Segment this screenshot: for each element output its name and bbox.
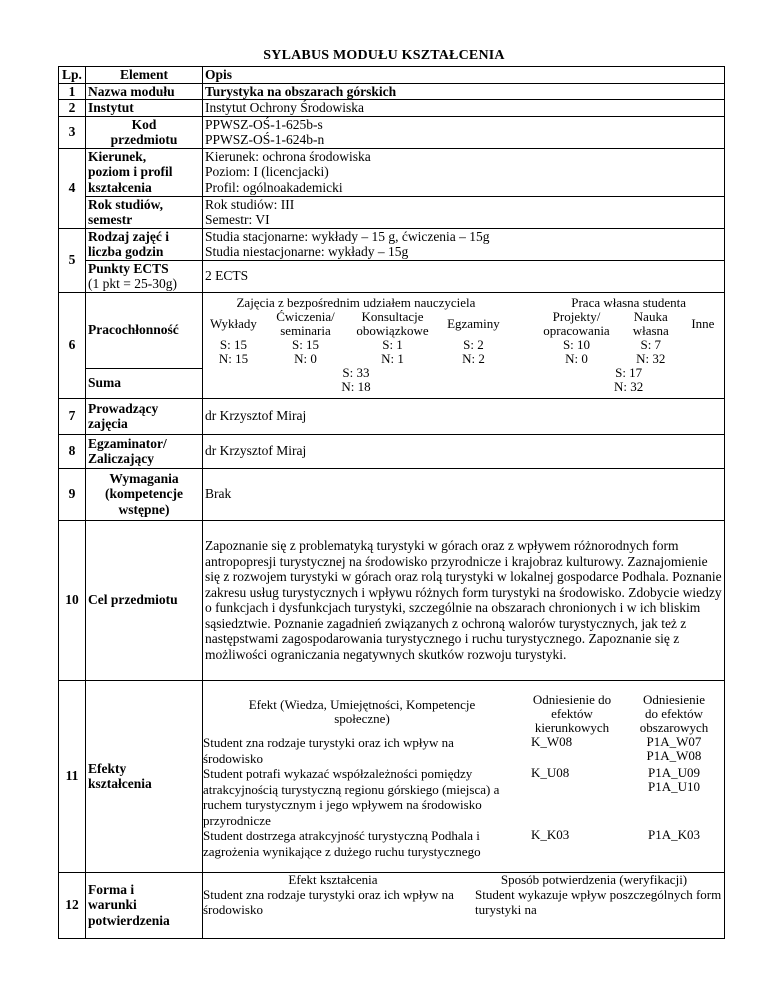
area-ref: P1A_K03: [647, 827, 700, 842]
header-line: Odniesienie do: [532, 692, 612, 707]
value-s: S: 1: [382, 337, 403, 352]
lecturer-value: dr Krzysztof Miraj: [203, 398, 725, 434]
header-line: kierunkowych: [534, 720, 610, 735]
outcome-header: [203, 693, 521, 735]
element-label: [86, 872, 203, 938]
area-ref-code: P1A_W07: [646, 734, 702, 749]
area-ref-code: P1A_W08: [646, 748, 702, 763]
header-line: efektów: [551, 706, 593, 721]
element-label-line: Rodzaj zajęć i: [88, 228, 169, 244]
workload-col-label: [620, 310, 682, 338]
class-types-hours: [203, 228, 725, 260]
row-number: 6: [59, 292, 86, 398]
verification-method-header: Sposób potwierdzenia (weryfikacji): [500, 871, 688, 887]
value-n: N: 1: [381, 351, 404, 366]
label-line: obowiązkowe: [356, 323, 429, 338]
element-label-line: Rok studiów,: [88, 196, 164, 212]
element-label-line: Kod: [131, 116, 157, 132]
element-label: [86, 680, 203, 872]
workload-cell: [203, 292, 725, 398]
element-label-line: Zaliczający: [88, 451, 154, 466]
direction-ref: K_K03: [531, 827, 570, 842]
row-number: 9: [59, 468, 86, 520]
label-line: Konsultacje: [361, 309, 424, 324]
value-n: N: 0: [294, 351, 317, 366]
element-label: [86, 260, 203, 292]
field-line: Kierunek: ochrona środowiska: [205, 148, 371, 164]
element-label-line: Wymagania: [109, 470, 179, 486]
table-row: [59, 680, 725, 872]
sum-s: S: 17: [615, 365, 643, 380]
element-label-line: Efekty: [88, 760, 127, 776]
element-label-line: poziom i profil: [88, 164, 173, 180]
element-label-line: potwierdzenia: [88, 912, 170, 928]
header-line: do efektów: [644, 706, 704, 721]
contact-hours-header: Zajęcia z bezpośrednim udziałem nauczyciela: [236, 295, 476, 310]
field-line: Rok studiów: III: [205, 196, 295, 212]
element-label-line: Forma i: [88, 881, 135, 897]
workload-value: [203, 338, 264, 366]
table-row: [59, 228, 725, 260]
header-line: obszarowych: [639, 720, 709, 735]
label-line: Nauka: [633, 309, 668, 324]
area-ref-code: P1A_U09: [647, 765, 700, 780]
value-s: S: 2: [463, 337, 484, 352]
workload-value: [264, 338, 347, 366]
table-row: [59, 196, 725, 228]
table-row: [59, 520, 725, 680]
table-row: [59, 292, 725, 368]
label-line: Projekty/: [552, 309, 601, 324]
label-line: Inne: [691, 316, 715, 331]
value-s: S: 15: [219, 337, 248, 352]
table-row: [59, 83, 725, 100]
element-label-line: kształcenia: [88, 776, 152, 791]
sum-n: N: 32: [614, 379, 644, 394]
row-number: 3: [59, 116, 86, 148]
row-number: 1: [59, 83, 86, 100]
workload-value: [533, 338, 619, 366]
label-line: seminaria: [280, 323, 331, 338]
table-row: [59, 398, 725, 434]
verification-cell: [203, 872, 725, 938]
workload-col-label: [264, 310, 347, 338]
element-label-line: przedmiotu: [110, 132, 178, 147]
element-label: [86, 468, 203, 520]
year-semester: [203, 196, 725, 228]
element-label: [86, 434, 203, 468]
label-line: opracowania: [543, 323, 610, 338]
sum-own: [533, 366, 724, 394]
outcome-text: Student dostrzega atrakcyjność turystyczną Podhala i zagrożenia wynikające z dużego ruchu turystycznego: [203, 828, 481, 859]
row-number: 10: [59, 520, 86, 680]
own-work-header: Praca własna studenta: [571, 295, 687, 310]
table-row: [59, 100, 725, 117]
course-objective-text: Zapoznanie się z problematyką turystyki w górach oraz z wpływem różnorodnych form antropopresji turystycznej na środowisko przyrodnicze i krajobraz kulturowy. Zaznajomienie się z rozwojem turystyki w górach oraz rolą turystyki w lokalnej gospodarce Podhala. Poznanie zakresu usług turystycznych i wpływu różnych form turystyki na środowisko. Zdobycie wiedzy o funkcjach i dysfunkcjach turystyki, szczególnie na obszarach chronionych i w ich bliskim sąsiedztwie. Poznanie zagadnień związanych z ochroną walorów turystycznych, jak też z następstwami zagospodarowania turystycznego i ruchu turystycznego. Zapoznanie się z możliwości ograniczania negatywnych skutków rozwoju turystyki.: [203, 520, 725, 680]
element-label: Pracochłonność: [86, 292, 203, 368]
workload-col-label: [533, 310, 619, 338]
element-label-line: Kierunek,: [88, 148, 147, 164]
module-name: Turystyka na obszarach górskich: [203, 83, 725, 100]
label-line: Wykłady: [210, 316, 257, 331]
element-label-line: wstępne): [118, 501, 170, 517]
element-label: [86, 228, 203, 260]
table-row: [59, 148, 725, 196]
header-opis: Opis: [203, 67, 725, 84]
learning-outcomes-cell: [203, 680, 725, 872]
institute-value: Instytut Ochrony Środowiska: [203, 100, 725, 117]
examiner-value: dr Krzysztof Miraj: [203, 434, 725, 468]
verification-method: Student wykazuje wpływ poszczególnych form turystyki na: [475, 886, 722, 917]
table-row: [59, 116, 725, 148]
workload-table: [203, 296, 724, 394]
row-number: 8: [59, 434, 86, 468]
element-label: [86, 116, 203, 148]
verification-effect: Student zna rodzaje turystyki oraz ich wpływ na środowisko: [203, 886, 454, 917]
table-row: [59, 434, 725, 468]
label-line: Egzaminy: [447, 316, 500, 331]
direction-ref: K_U08: [531, 765, 570, 780]
learning-outcomes-table: [203, 693, 725, 859]
label-line: własna: [632, 323, 669, 338]
header-line: społeczne): [334, 711, 390, 726]
row-number: 5: [59, 228, 86, 292]
workload-value: [620, 338, 682, 366]
table-row: [59, 468, 725, 520]
row-number: 2: [59, 100, 86, 117]
course-code: PPWSZ-OŚ-1-625b-s: [205, 116, 323, 132]
field-line: Poziom: I (licencjacki): [205, 164, 329, 180]
workload-col-label: [438, 310, 509, 338]
element-label-line: Punkty ECTS: [88, 260, 169, 276]
element-label: Suma: [86, 368, 203, 398]
field-level-profile: [203, 148, 725, 196]
direction-ref: K_W08: [531, 734, 573, 749]
sum-contact: [203, 366, 509, 394]
value-n: N: 15: [218, 351, 249, 366]
row-number: 12: [59, 872, 86, 938]
outcome-text: Student potrafi wykazać współzależności pomiędzy atrakcyjnością turystyczną regionu górskiego (miejsca) a ruchem turystycznym i jego wpływem na środowisko przyrodnicze: [203, 766, 500, 828]
direction-ref-header: [521, 693, 623, 735]
row-number: 4: [59, 148, 86, 228]
sum-s: S: 33: [342, 365, 370, 380]
label-line: Ćwiczenia/: [276, 309, 335, 324]
field-line: Studia niestacjonarne: wykłady – 15g: [205, 244, 409, 259]
value-s: S: 15: [291, 337, 320, 352]
element-label: Cel przedmiotu: [86, 520, 203, 680]
field-line: Semestr: VI: [205, 212, 270, 227]
element-label: [86, 196, 203, 228]
value-s: S: 10: [562, 337, 591, 352]
table-row: [59, 872, 725, 938]
row-number: 11: [59, 680, 86, 872]
course-codes: [203, 116, 725, 148]
workload-value: [438, 338, 509, 366]
workload-value: [682, 338, 724, 366]
area-ref-header: [623, 693, 725, 735]
element-label-line: semestr: [88, 212, 133, 227]
ects-value: 2 ECTS: [203, 260, 725, 292]
element-label-line: Prowadzący: [88, 400, 159, 416]
header-line: Odniesienie: [642, 692, 706, 707]
element-label-line: (1 pkt = 25-30g): [88, 276, 177, 291]
element-label-line: Egzaminator/: [88, 435, 167, 451]
workload-col-label: [347, 310, 438, 338]
element-label-line: warunki: [88, 897, 137, 913]
element-label: Instytut: [86, 100, 203, 117]
value-s: S: 7: [640, 337, 662, 352]
row-number: 7: [59, 398, 86, 434]
workload-col-label: [203, 310, 264, 338]
prerequisites-value: Brak: [203, 468, 725, 520]
verification-effect-header: Efekt kształcenia: [288, 871, 378, 887]
element-label-line: zajęcia: [88, 416, 128, 431]
syllabus-table: [58, 66, 725, 939]
header-lp: Lp.: [59, 67, 86, 84]
table-row: [59, 260, 725, 292]
workload-col-label: [682, 310, 724, 338]
document-title: SYLABUS MODUŁU KSZTAŁCENIA: [263, 48, 505, 63]
value-n: N: 0: [565, 351, 588, 366]
header-element: Element: [86, 67, 203, 84]
element-label-line: kształcenia: [88, 179, 152, 195]
course-code: PPWSZ-OŚ-1-624b-n: [205, 132, 325, 147]
element-label: [86, 148, 203, 196]
sum-n: N: 18: [341, 379, 371, 394]
workload-value: [347, 338, 438, 366]
area-ref: [623, 766, 725, 828]
value-n: N: 32: [636, 351, 666, 366]
table-header-row: [59, 67, 725, 84]
outcome-text: Student zna rodzaje turystyki oraz ich wpływ na środowisko: [203, 735, 454, 766]
element-label: Nazwa modułu: [86, 83, 203, 100]
value-n: N: 2: [462, 351, 485, 366]
verification-table: [203, 873, 725, 918]
area-ref-code: P1A_U10: [647, 779, 700, 794]
element-label-line: (kompetencje: [105, 486, 183, 502]
field-line: Studia stacjonarne: wykłady – 15 g, ćwiczenia – 15g: [205, 228, 490, 244]
element-label: [86, 398, 203, 434]
element-label-line: liczba godzin: [88, 244, 164, 259]
area-ref: [623, 735, 725, 766]
header-line: Efekt (Wiedza, Umiejętności, Kompetencje: [248, 697, 476, 712]
field-line: Profil: ogólnoakademicki: [205, 179, 343, 195]
